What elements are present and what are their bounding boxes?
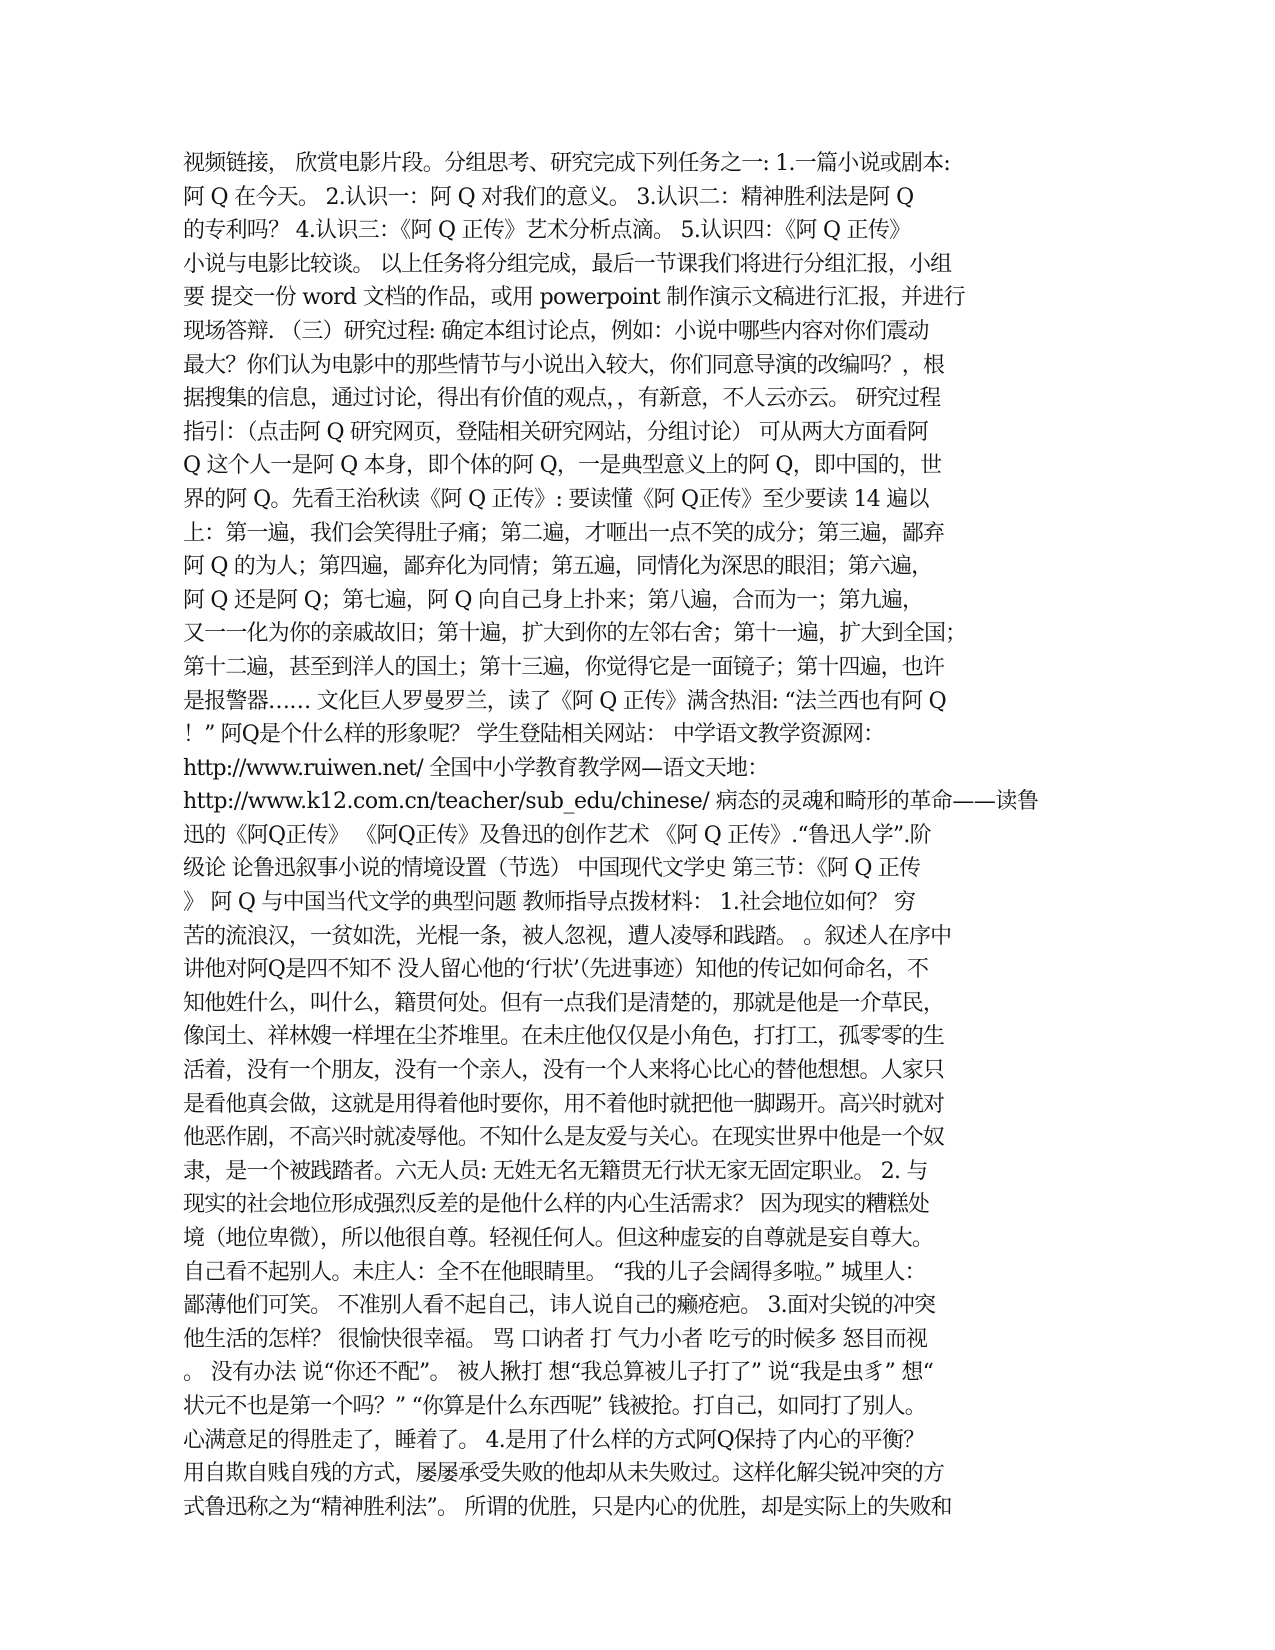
text-line: 第十二遍，甚至到洋人的国土；第十三遍，你觉得它是一面镜子；第十四遍，也许 [183,654,945,680]
text-line: 界的阿 Q。先看王治秋读《阿 Q 正传》: 要读懂《阿 Q正传》至少要读 14 遍以 [183,486,929,512]
text-line: 用自欺自贱自残的方式，屡屡承受失败的他却从未失败过。这样化解尖锐冲突的方 [183,1461,945,1487]
text-line: 要 提交一份 word 文档的作品，或用 powerpoint 制作演示文稿进行汇报，并进行 [183,285,965,311]
text-line: 知他姓什么，叫什么，籍贯何处。但有一点我们是清楚的，那就是他是一介草民， [183,990,945,1016]
text-line: 》 阿 Q 与中国当代文学的典型问题 教师指导点拨材料： 1.社会地位如何？ 穷 [183,890,916,916]
text-line: 状元不也是第一个吗？” “你算是什么东西呢” 钱被抢。打自己，如同打了别人。 [183,1393,926,1419]
text-line: 。 没有办法 说“你还不配”。 被人揪打 想“我总算被儿子打了” 说“我是虫豸” 想“ [183,1360,934,1386]
text-line: 现实的社会地位形成强烈反差的是他什么样的内心生活需求？ 因为现实的糟糕处 [183,1192,930,1218]
text-line: 现场答辩. （三）研究过程: 确定本组讨论点，例如：小说中哪些内容对你们震动 [183,318,929,344]
text-line: 自己看不起别人。未庄人：全不在他眼睛里。 “我的儿子会阔得多啦。” 城里人： [183,1259,926,1285]
text-line: 据搜集的信息，通过讨论，得出有价值的观点，，有新意，不人云亦云。 研究过程 [183,386,941,412]
text-line: 阿 Q 在今天。 2.认识一：阿 Q 对我们的意义。 3.认识二：精神胜利法是阿 Q [183,184,914,210]
text-line: 像闰土、祥林嫂一样埋在尘芥堆里。在未庄他仅仅是小角色，打打工，孤零零的生 [183,1024,945,1050]
text-line: 又一一化为你的亲戚故旧；第十遍，扩大到你的左邻右舍；第十一遍，扩大到全国； [183,621,967,647]
text-line: 讲他对阿Q是四不知不 没人留心他的‘行状’（先进事迹）知他的传记如何命名，不 [183,957,929,983]
text-line: 阿 Q 还是阿 Q；第七遍，阿 Q 向自己身上扑来；第八遍，合而为一；第九遍， [183,587,924,613]
text-line: 迅的《阿Q正传》 《阿Q正传》及鲁迅的创作艺术 《阿 Q 正传》.“鲁迅人学”.阶 [183,822,931,848]
text-line: http://www.ruiwen.net/ 全国中小学教育教学网—语文天地： [183,755,769,781]
text-line: 是看他真会做，这就是用得着他时要你，用不着他时就把他一脚踢开。高兴时就对 [183,1091,945,1117]
text-line: 是报警器…… 文化巨人罗曼罗兰，读了《阿 Q 正传》满含热泪: “法兰西也有阿 Q [183,688,946,714]
body-text [183,147,1093,1524]
text-line: 最大？你们认为电影中的那些情节与小说出入较大，你们同意导演的改编吗？，根 [183,352,945,378]
text-line: 鄙薄他们可笑。 不准别人看不起自己，讳人说自己的癞疮疤。 3.面对尖锐的冲突 [183,1293,936,1319]
text-line: 境（地位卑微），所以他很自尊。轻视任何人。但这种虚妄的自尊就是妄自尊大。 [183,1226,934,1251]
text-line: 他生活的怎样？ 很愉快很幸福。 骂 口讷者 打 气力小者 吃亏的时候多 怒目而视 [183,1326,928,1352]
text-line: http://www.k12.com.cn/teacher/sub_edu/chinese/ 病态的灵魂和畸形的革命——读鲁 [183,789,1039,815]
text-line: 活着，没有一个朋友，没有一个亲人，没有一个人来将心比心的替他想想。人家只 [183,1058,945,1084]
text-line: 小说与电影比较谈。 以上任务将分组完成，最后一节课我们将进行分组汇报，小组 [183,251,952,277]
text-line: 苦的流浪汉，一贫如洗，光棍一条，被人忽视，遭人凌辱和践踏。 。叙述人在序中 [183,923,952,949]
text-line: 级论 论鲁迅叙事小说的情境设置（节选） 中国现代文学史 第三节：《阿 Q 正传 [183,856,921,882]
text-line: 视频链接， 欣赏电影片段。分组思考、研究完成下列任务之一: 1.一篇小说或剧本: [183,151,951,176]
text-line: Q 这个人一是阿 Q 本身，即个体的阿 Q，一是典型意义上的阿 Q，即中国的，世 [183,453,942,479]
text-line: 上：第一遍，我们会笑得肚子痛；第二遍，才咂出一点不笑的成分；第三遍，鄙弃 [183,520,945,546]
text-line: 隶，是一个被践踏者。六无人员: 无姓无名无籍贯无行状无家无固定职业。 2. 与 [183,1158,928,1184]
text-line: 他恶作剧，不高兴时就凌辱他。不知什么是友爱与关心。在现实世界中他是一个奴 [183,1125,945,1151]
text-line: 式鲁迅称之为“精神胜利法”。 所谓的优胜，只是内心的优胜，却是实际上的失败和 [183,1494,952,1520]
text-line: 的专利吗？ 4.认识三：《阿 Q 正传》艺术分析点滴。 5.认识四：《阿 Q 正传》 [183,218,911,244]
text-line: 指引：（点击阿 Q 研究网页，登陆相关研究网站，分组讨论） 可从两大方面看阿 [183,419,929,445]
text-line: 阿 Q 的为人；第四遍，鄙弃化为同情；第五遍，同情化为深思的眼泪；第六遍， [183,554,933,580]
text-line: 心满意足的得胜走了，睡着了。 4.是用了什么样的方式阿Q保持了内心的平衡？ [183,1427,925,1453]
text-line: ！” 阿Q是个什么样的形象呢？ 学生登陆相关网站： 中学语文教学资源网： [183,722,885,748]
